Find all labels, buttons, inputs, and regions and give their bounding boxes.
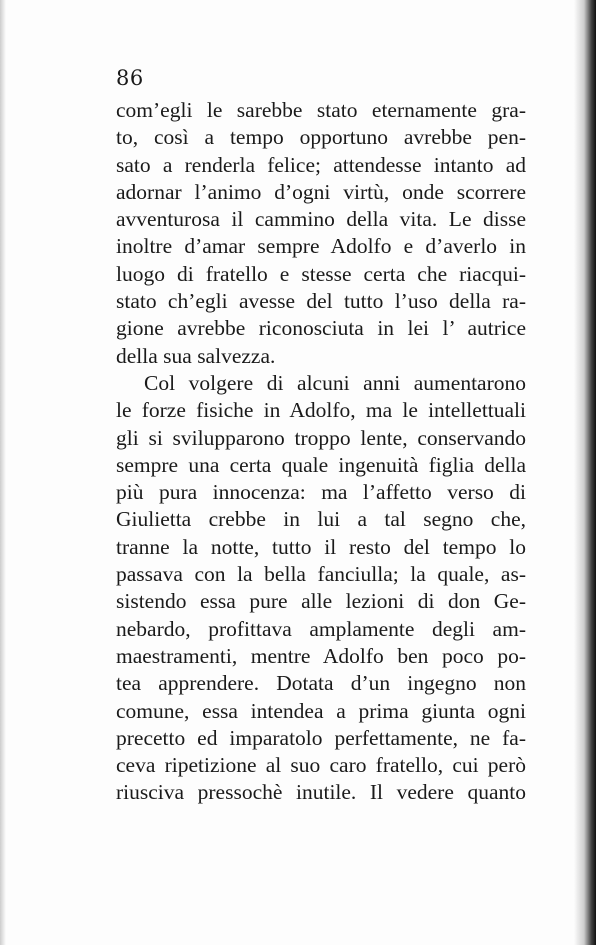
text-line: comune, essa intendea a prima giunta ogni: [116, 698, 526, 723]
text-line: più pura innocenza: ma l’affetto verso di: [116, 480, 526, 505]
text-line: com’egli le sarebbe stato eternamente gra-: [116, 98, 526, 122]
text-line: ceva ripetizione al suo caro fratello, cui però: [116, 753, 526, 778]
text-line: tranne la notte, tutto il resto del tempo lo: [116, 534, 526, 559]
text-line: tea apprendere. Dotata d’un ingegno non: [116, 671, 526, 696]
text-line: inoltre d’amar sempre Adolfo e d’averlo in: [116, 234, 526, 259]
text-line: precetto ed imparatolo perfettamente, ne fa-: [116, 725, 526, 750]
text-line: luogo di fratello e stesse certa che riacqui-: [116, 261, 526, 286]
text-line: to, così a tempo opportuno avrebbe pen-: [116, 125, 526, 150]
text-line: maestramenti, mentre Adolfo ben poco po-: [116, 643, 526, 668]
text-line: Giulietta crebbe in lui a tal segno che,: [116, 507, 526, 532]
text-line: adornar l’animo d’ogni virtù, onde scorrere: [116, 179, 526, 204]
text-line: avventurosa il cammino della vita. Le disse: [116, 207, 526, 232]
text-line: sato a renderla felice; attendesse intanto ad: [116, 152, 526, 177]
text-line: sempre una certa quale ingenuità figlia della: [116, 452, 526, 477]
text-line: riusciva pressochè inutile. Il vedere quanto: [116, 780, 526, 805]
page-left-edge: [0, 0, 6, 945]
text-line: sistendo essa pure alle lezioni di don Ge-: [116, 589, 526, 614]
text-line: stato ch’egli avesse del tutto l’uso della ra-: [116, 289, 526, 314]
text-line: le forze fisiche in Adolfo, ma le intellettuali: [116, 398, 526, 423]
text-line: gli si svilupparono troppo lente, conservando: [116, 425, 526, 450]
text-line: gione avrebbe riconosciuta in lei l’ autrice: [116, 316, 526, 341]
text-line: nebardo, profittava amplamente degli am-: [116, 616, 526, 641]
text-line: passava con la bella fanciulla; la quale, as-: [116, 562, 526, 587]
text-line: Col volgere di alcuni anni aumentarono: [144, 370, 526, 395]
page-number: 86: [116, 66, 144, 90]
book-spine-shadow: [574, 0, 596, 945]
page-body-text: [116, 97, 526, 807]
text-line: della sua salvezza.: [116, 343, 276, 368]
